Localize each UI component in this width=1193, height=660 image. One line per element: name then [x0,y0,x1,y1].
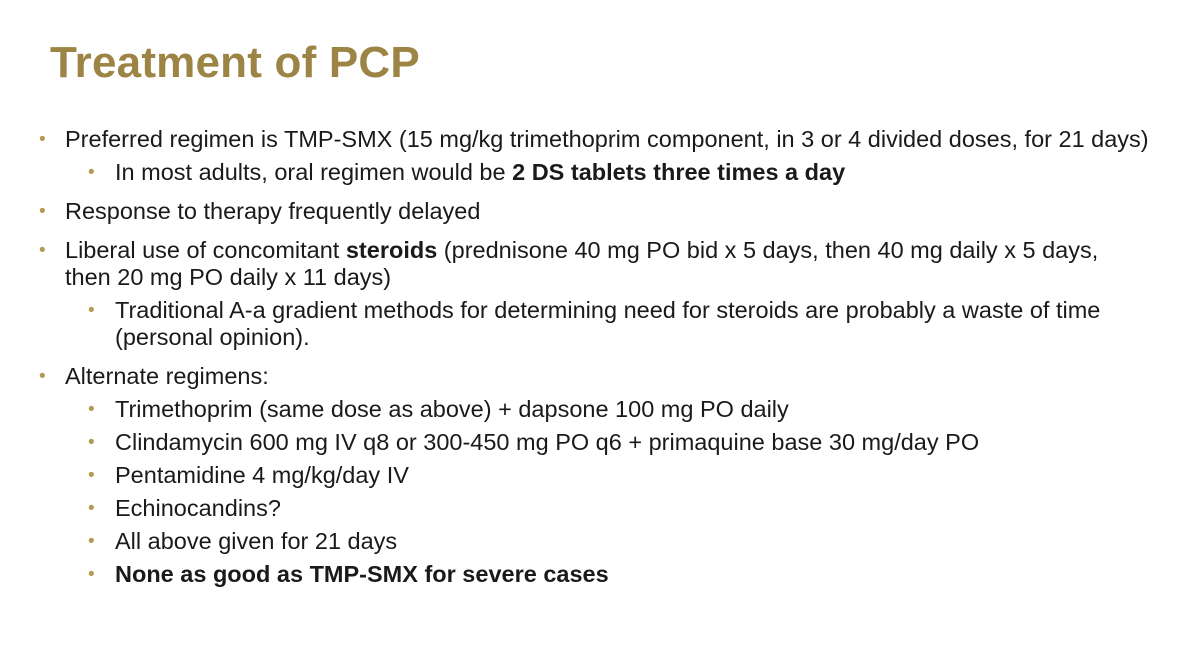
bullet-icon: • [88,564,95,585]
bullet-icon: • [88,531,95,552]
bullet-text: All above given for 21 days [115,528,398,554]
bullet-icon: • [88,465,95,486]
bullet-icon: • [39,240,46,261]
sub-bullet-aa-gradient [88,297,1150,351]
bullet-text: Preferred regimen is TMP-SMX (15 mg/kg trimethoprim component, in 3 or 4 divided doses, for 21 days) [65,126,1149,152]
bullet-text-continued: (prednisone 40 mg PO bid x 5 days, then 40 mg daily x 5 days, then 20 mg PO daily x 11 days) [65,237,1099,290]
sub-bullet-echinocandins [88,495,1150,522]
bullet-text: Pentamidine 4 mg/kg/day IV [115,462,409,488]
bullet-text: Alternate regimens: [65,363,269,389]
bullet-text: Traditional A-a gradient methods for determining need for steroids are probably a waste of time (personal opinion). [115,297,1101,350]
bullet-text: Echinocandins? [115,495,281,521]
bullet-icon: • [88,399,95,420]
bullet-response-delayed [39,198,1150,225]
bullet-list [0,126,1193,588]
bullet-text: Liberal use of concomitant [65,237,346,263]
bullet-text: In most adults, oral regimen would be [115,159,513,185]
sub-bullet-duration [88,528,1150,555]
bullet-icon: • [39,201,46,222]
bullet-steroids [39,237,1150,291]
bullet-icon: • [88,432,95,453]
sub-bullet-pentamidine [88,462,1150,489]
bullet-icon: • [39,366,46,387]
bullet-icon: • [88,300,95,321]
sub-bullet-none-as-good [88,561,1150,588]
sub-bullet-clindamycin-primaquine [88,429,1150,456]
bullet-alternate-regimens [39,363,1150,390]
sub-bullet-oral-regimen [88,159,1150,186]
bullet-icon: • [88,498,95,519]
bullet-text-bold: None as good as TMP-SMX for severe cases [115,561,609,587]
sub-bullet-trimethoprim-dapsone [88,396,1150,423]
bullet-text: Response to therapy frequently delayed [65,198,481,224]
bullet-text-bold: steroids [345,237,438,263]
bullet-preferred-regimen [39,126,1150,153]
bullet-text-bold: 2 DS tablets three times a day [512,159,846,185]
bullet-icon: • [88,162,95,183]
slide-title: Treatment of PCP [50,38,420,87]
bullet-text: Trimethoprim (same dose as above) + dapsone 100 mg PO daily [115,396,789,422]
bullet-text: Clindamycin 600 mg IV q8 or 300-450 mg PO q6 + primaquine base 30 mg/day PO [115,429,980,455]
bullet-icon: • [39,129,46,150]
